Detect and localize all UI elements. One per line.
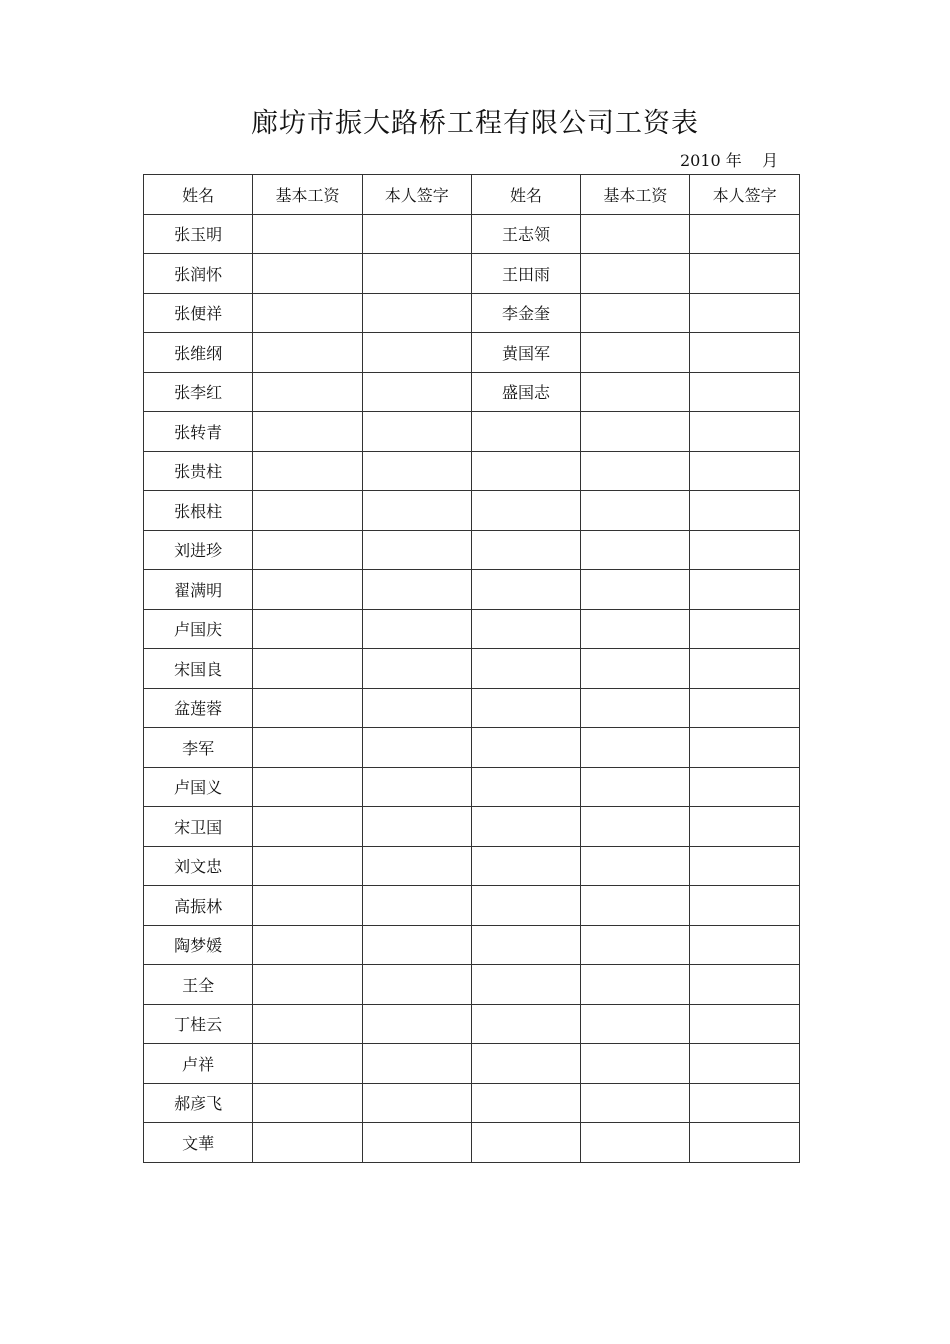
header-signature-right: 本人签字	[690, 175, 799, 215]
salary-cell	[581, 254, 690, 294]
employee-name-cell: 卢国义	[144, 767, 253, 807]
employee-name-cell: 黄国军	[471, 333, 580, 373]
signature-cell	[690, 688, 799, 728]
employee-name-cell	[471, 846, 580, 886]
salary-cell	[253, 372, 362, 412]
signature-cell	[690, 846, 799, 886]
salary-cell	[581, 293, 690, 333]
employee-name-cell: 张便祥	[144, 293, 253, 333]
table-row	[144, 886, 800, 926]
salary-cell	[581, 451, 690, 491]
salary-cell	[581, 767, 690, 807]
table-row	[144, 412, 800, 452]
employee-name-cell: 张转青	[144, 412, 253, 452]
employee-name-cell: 张李红	[144, 372, 253, 412]
signature-cell	[362, 451, 471, 491]
employee-name-cell	[471, 649, 580, 689]
table-row	[144, 214, 800, 254]
employee-name-cell: 丁桂云	[144, 1004, 253, 1044]
salary-cell	[253, 254, 362, 294]
signature-cell	[362, 649, 471, 689]
salary-cell	[581, 1044, 690, 1084]
employee-name-cell: 张贵柱	[144, 451, 253, 491]
salary-cell	[253, 451, 362, 491]
employee-name-cell: 张玉明	[144, 214, 253, 254]
employee-name-cell: 王志领	[471, 214, 580, 254]
signature-cell	[362, 807, 471, 847]
employee-name-cell: 王全	[144, 965, 253, 1005]
salary-cell	[581, 728, 690, 768]
signature-cell	[362, 214, 471, 254]
table-row	[144, 254, 800, 294]
salary-cell	[581, 1123, 690, 1163]
employee-name-cell	[471, 530, 580, 570]
signature-cell	[362, 1004, 471, 1044]
table-row	[144, 609, 800, 649]
salary-cell	[581, 1083, 690, 1123]
table-row	[144, 1083, 800, 1123]
signature-cell	[690, 965, 799, 1005]
signature-cell	[690, 1123, 799, 1163]
signature-cell	[362, 767, 471, 807]
signature-cell	[690, 491, 799, 531]
employee-name-cell	[471, 807, 580, 847]
table-row	[144, 570, 800, 610]
header-salary-right: 基本工资	[581, 175, 690, 215]
signature-cell	[362, 965, 471, 1005]
employee-name-cell: 王田雨	[471, 254, 580, 294]
document-title: 廊坊市振大路桥工程有限公司工资表	[251, 108, 699, 139]
salary-cell	[581, 412, 690, 452]
signature-cell	[362, 846, 471, 886]
table-row	[144, 728, 800, 768]
signature-cell	[690, 214, 799, 254]
employee-name-cell: 刘文忠	[144, 846, 253, 886]
header-row	[144, 175, 800, 215]
salary-cell	[253, 530, 362, 570]
signature-cell	[362, 609, 471, 649]
employee-name-cell: 文華	[144, 1123, 253, 1163]
salary-cell	[253, 649, 362, 689]
salary-cell	[253, 333, 362, 373]
signature-cell	[690, 609, 799, 649]
employee-name-cell: 卢祥	[144, 1044, 253, 1084]
salary-cell	[253, 807, 362, 847]
signature-cell	[690, 649, 799, 689]
signature-cell	[690, 293, 799, 333]
salary-cell	[581, 965, 690, 1005]
signature-cell	[362, 886, 471, 926]
table-row	[144, 688, 800, 728]
header-signature-left: 本人签字	[362, 175, 471, 215]
signature-cell	[690, 807, 799, 847]
table-row	[144, 767, 800, 807]
table-row	[144, 807, 800, 847]
salary-cell	[253, 767, 362, 807]
table-row	[144, 451, 800, 491]
signature-cell	[690, 451, 799, 491]
signature-cell	[690, 254, 799, 294]
signature-cell	[690, 333, 799, 373]
signature-cell	[362, 372, 471, 412]
signature-cell	[362, 925, 471, 965]
salary-cell	[253, 609, 362, 649]
salary-cell	[581, 1004, 690, 1044]
employee-name-cell	[471, 1123, 580, 1163]
employee-name-cell: 刘进珍	[144, 530, 253, 570]
employee-name-cell: 郝彦飞	[144, 1083, 253, 1123]
employee-name-cell	[471, 1004, 580, 1044]
employee-name-cell: 卢国庆	[144, 609, 253, 649]
salary-cell	[253, 1123, 362, 1163]
salary-cell	[581, 570, 690, 610]
employee-name-cell	[471, 767, 580, 807]
table-row	[144, 1044, 800, 1084]
table-row	[144, 372, 800, 412]
table-row	[144, 530, 800, 570]
employee-name-cell: 陶梦媛	[144, 925, 253, 965]
employee-name-cell	[471, 609, 580, 649]
payroll-table	[143, 174, 800, 1163]
employee-name-cell: 李军	[144, 728, 253, 768]
employee-name-cell	[471, 1044, 580, 1084]
salary-cell	[581, 649, 690, 689]
table-row	[144, 1123, 800, 1163]
salary-cell	[253, 1044, 362, 1084]
employee-name-cell: 翟满明	[144, 570, 253, 610]
employee-name-cell: 张维纲	[144, 333, 253, 373]
salary-cell	[581, 214, 690, 254]
employee-name-cell	[471, 570, 580, 610]
signature-cell	[690, 1083, 799, 1123]
employee-name-cell: 张润怀	[144, 254, 253, 294]
salary-cell	[253, 412, 362, 452]
employee-name-cell: 高振林	[144, 886, 253, 926]
employee-name-cell	[471, 688, 580, 728]
salary-cell	[581, 886, 690, 926]
table-row	[144, 293, 800, 333]
header-name-right: 姓名	[471, 175, 580, 215]
salary-cell	[581, 333, 690, 373]
signature-cell	[362, 1123, 471, 1163]
date-line: 2010 年 月	[680, 151, 779, 170]
salary-cell	[253, 886, 362, 926]
table-row	[144, 491, 800, 531]
signature-cell	[362, 412, 471, 452]
table-row	[144, 846, 800, 886]
signature-cell	[362, 688, 471, 728]
salary-cell	[253, 570, 362, 610]
salary-cell	[253, 846, 362, 886]
table-row	[144, 333, 800, 373]
employee-name-cell	[471, 886, 580, 926]
salary-cell	[581, 491, 690, 531]
signature-cell	[690, 372, 799, 412]
header-name-left: 姓名	[144, 175, 253, 215]
signature-cell	[362, 491, 471, 531]
salary-cell	[581, 530, 690, 570]
employee-name-cell: 宋国良	[144, 649, 253, 689]
signature-cell	[690, 412, 799, 452]
header-salary-left: 基本工资	[253, 175, 362, 215]
signature-cell	[690, 767, 799, 807]
salary-cell	[253, 925, 362, 965]
signature-cell	[690, 530, 799, 570]
salary-cell	[253, 491, 362, 531]
signature-cell	[690, 1004, 799, 1044]
signature-cell	[362, 333, 471, 373]
employee-name-cell	[471, 728, 580, 768]
signature-cell	[362, 254, 471, 294]
salary-cell	[253, 1083, 362, 1123]
employee-name-cell	[471, 412, 580, 452]
salary-cell	[581, 807, 690, 847]
signature-cell	[690, 886, 799, 926]
salary-cell	[581, 688, 690, 728]
table-row	[144, 925, 800, 965]
employee-name-cell: 李金奎	[471, 293, 580, 333]
signature-cell	[690, 1044, 799, 1084]
signature-cell	[362, 1044, 471, 1084]
salary-cell	[253, 965, 362, 1005]
signature-cell	[362, 293, 471, 333]
employee-name-cell	[471, 1083, 580, 1123]
salary-cell	[253, 728, 362, 768]
employee-name-cell	[471, 451, 580, 491]
signature-cell	[362, 728, 471, 768]
signature-cell	[690, 925, 799, 965]
employee-name-cell: 盆莲蓉	[144, 688, 253, 728]
salary-cell	[253, 1004, 362, 1044]
employee-name-cell: 盛国志	[471, 372, 580, 412]
table-row	[144, 965, 800, 1005]
employee-name-cell	[471, 965, 580, 1005]
signature-cell	[690, 728, 799, 768]
salary-cell	[581, 846, 690, 886]
signature-cell	[362, 530, 471, 570]
salary-cell	[581, 372, 690, 412]
employee-name-cell	[471, 925, 580, 965]
signature-cell	[362, 570, 471, 610]
salary-cell	[253, 214, 362, 254]
salary-cell	[581, 925, 690, 965]
employee-name-cell: 宋卫国	[144, 807, 253, 847]
salary-cell	[581, 609, 690, 649]
salary-cell	[253, 688, 362, 728]
salary-cell	[253, 293, 362, 333]
employee-name-cell	[471, 491, 580, 531]
signature-cell	[362, 1083, 471, 1123]
table-row	[144, 649, 800, 689]
table-row	[144, 1004, 800, 1044]
signature-cell	[690, 570, 799, 610]
employee-name-cell: 张根柱	[144, 491, 253, 531]
